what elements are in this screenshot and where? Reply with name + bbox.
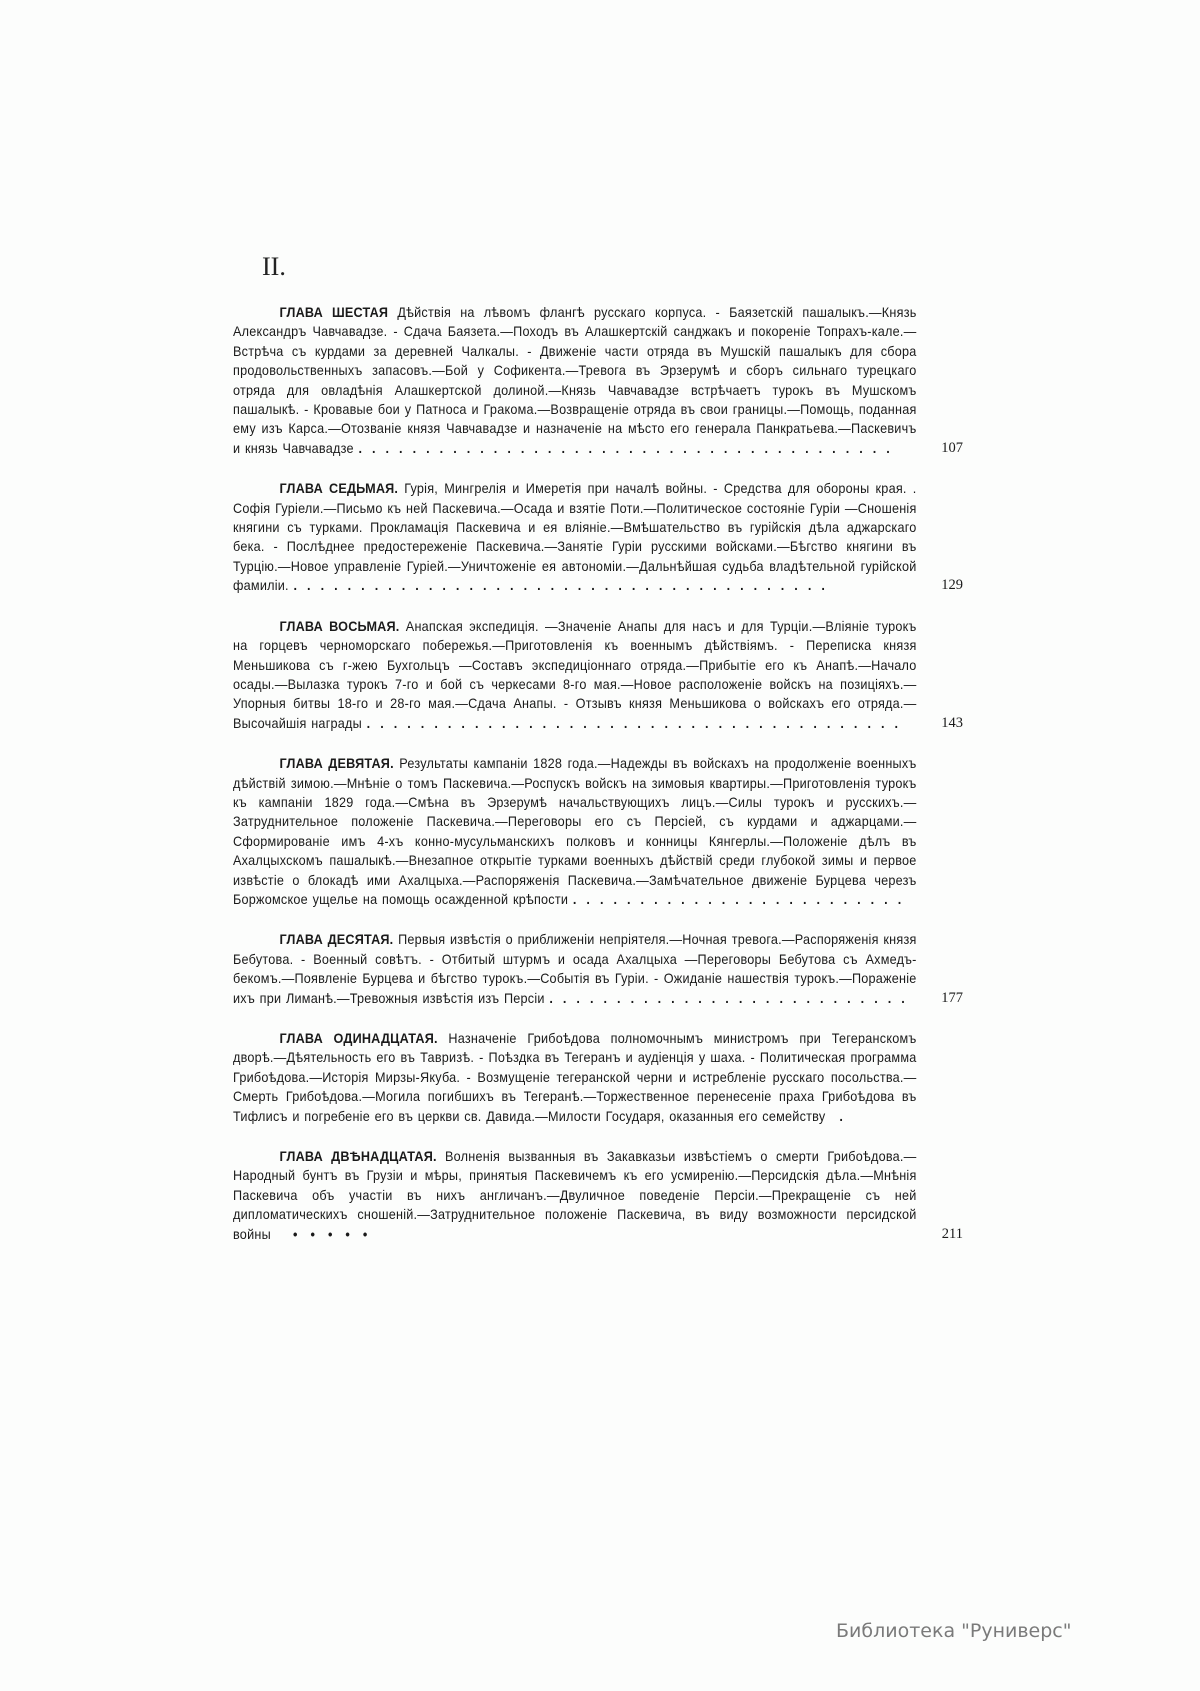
page-number: 177 bbox=[941, 989, 963, 1006]
leader-dots: . . . . . . . . . . . . . . . . . . . . . . . . . . . . . . . . . . . . . . . . bbox=[293, 578, 828, 594]
chapter-heading: ГЛАВА ДВѢНАДЦАТАЯ. bbox=[279, 1149, 437, 1165]
toc-entry bbox=[233, 754, 963, 909]
table-of-contents bbox=[233, 303, 963, 1265]
page-number: 211 bbox=[941, 1225, 963, 1242]
section-numeral: II. bbox=[262, 252, 286, 281]
leader-dots: ••••• bbox=[275, 1226, 381, 1242]
toc-entry bbox=[233, 930, 963, 1008]
leader-dots: . bbox=[830, 1108, 844, 1124]
entry-text bbox=[233, 754, 917, 909]
leader-dots: . . . . . . . . . . . . . . . . . . . . . . . . . bbox=[572, 891, 905, 907]
leader-dots: . . . . . . . . . . . . . . . . . . . . . . . . . . . bbox=[549, 990, 908, 1006]
page-number: 143 bbox=[941, 714, 963, 731]
entry-text bbox=[233, 617, 917, 733]
chapter-summary: Назначеніе Грибоѣдова полномочнымъ министромъ при Тегеранскомъ дворѣ.—Дѣятельность его въ Тавризѣ. - Поѣздка въ Тегеранъ и аудіенція у шаха. - Политическая программа Грибоѣдова.—Исторія Мирзы-Якуба. - Возмущеніе тегеранской черни и истребленіе русскаго посольства.—Смерть Грибоѣдова.—Могила погибшихъ въ Тегеранѣ.—Торжественное перенесеніе праха Грибоѣдова въ Тифлисъ и погребеніе его въ церкви св. Давида.—Милости Государя, оказанныя его семейству bbox=[233, 1031, 917, 1124]
toc-entry bbox=[233, 617, 963, 733]
entry-text bbox=[233, 303, 917, 458]
chapter-heading: ГЛАВА ДЕВЯТАЯ. bbox=[279, 756, 394, 772]
chapter-summary: Результаты кампаніи 1828 года.—Надежды въ войскахъ на продолженіе военныхъ дѣйствій зимою.—Мнѣніе о томъ Паскевича.—Роспускъ войскъ на зимовыя квартиры.—Приготовленія турокъ къ кампаніи 1829 года.—Смѣна въ Эрзерумѣ начальствующихъ лицъ.—Силы турокъ и русскихъ.—Затруднительное положеніе Паскевича.—Переговоры его съ Персіей, съ курдами и аджарцами.—Сформированіе имъ 4-хъ конно-мусульманскихъ полковъ и конницы Кянгерлы.—Положеніе дѣлъ въ Ахалцыхскомъ пашалыкѣ.—Внезапное открытіе турками военныхъ дѣйствій среди глубокой зимы и первое извѣстіе о блокадѣ ими Ахалцыха.—Распоряженія Паскевича.—Замѣчательное движеніе Бурцева черезъ Боржомское ущелье на помощь осажденной крѣпости bbox=[233, 756, 917, 907]
page-number: 129 bbox=[941, 577, 963, 594]
entry-text bbox=[233, 479, 917, 595]
entry-text bbox=[233, 1029, 917, 1126]
leader-dots: . . . . . . . . . . . . . . . . . . . . . . . . . . . . . . . . . . . . . . . . bbox=[358, 440, 893, 456]
page-number: 107 bbox=[941, 439, 963, 456]
chapter-heading: ГЛАВА СЕДЬМАЯ. bbox=[279, 481, 399, 497]
chapter-heading: ГЛАВА ОДИНАДЦАТАЯ. bbox=[279, 1031, 438, 1046]
chapter-summary: Гурія, Мингрелія и Имеретія при началѣ войны. - Средства для обороны края. . Софія Гуріели.—Письмо къ ней Паскевича.—Осада и взятіе Поти.—Политическое состояніе Гуріи —Сношенія княгини съ турками. Прокламація Паскевича и ея вліяніе.—Вмѣшательство въ гурійскія дѣла аджарскаго бека. - Послѣднее предостереженіе Паскевича.—Занятіе Гуріи русскими войсками.—Бѣгство княгини въ Турцію.—Новое управленіе Гуріей.—Уничтоженіе ея автономіи.—Дальнѣйшая судьба владѣтельной гурійской фамиліи. bbox=[233, 481, 917, 594]
chapter-summary: Волненія вызванныя въ Закавказьи извѣстіемъ о смерти Грибоѣдова.—Народный бунтъ въ Грузіи и мѣры, принятыя Паскевичемъ къ его усмиренію.—Персидскія дѣла.—Мнѣнія Паскевича объ участіи въ нихъ англичанъ.—Двуличное поведеніе Персіи.—Прекращеніе съ ней дипломатическихъ сношеній.—Затруднительное положеніе Паскевича, въ виду возможности персидской войны bbox=[233, 1149, 917, 1242]
toc-entry bbox=[233, 303, 963, 458]
chapter-heading: ГЛАВА ДЕСЯТАЯ. bbox=[279, 932, 394, 948]
toc-entry bbox=[233, 479, 963, 595]
chapter-summary: Дѣйствія на лѣвомъ флангѣ русскаго корпуса. - Баязетскій пашалыкъ.—Князь Александръ Чавчавадзе. - Сдача Баязета.—Походъ въ Алашкертскій санджакъ и покореніе Топрахъ-кале.—Встрѣча съ курдами за деревней Чалкалы. - Движеніе части отряда въ Мушскій пашалыкъ для сбора продовольственныхъ запасовъ.—Бой у Софикента.—Тревога въ Эрзерумѣ и сборъ сильнаго турецкаго отряда для овладѣнія Алашкертской долиной.—Князь Чавчавадзе встрѣчаетъ турокъ въ Мушскомъ пашалыкѣ. - Кровавые бои у Патноса и Гракома.—Возвращеніе отряда въ свои границы.—Помощь, поданная ему изъ Карса.—Отозваніе князя Чавчавадзе и назначеніе на мѣсто его генерала Панкратьева.—Паскевичъ и князь Чавчавадзе bbox=[233, 305, 917, 456]
leader-dots: . . . . . . . . . . . . . . . . . . . . . . . . . . . . . . . . . . . . . . . . bbox=[366, 715, 901, 731]
chapter-summary: Первыя извѣстія о приближеніи непріятеля.—Ночная тревога.—Распоряженія князя Бебутова. - Военный совѣтъ. - Отбитый штурмъ и осада Ахалцыха —Переговоры Бебутова съ Ахмедъ-бекомъ.—Появленіе Бурцева и бѣгство турокъ.—Событія въ Гуріи. - Ожиданіе нашествія турокъ.—Пораженіе ихъ при Лиманѣ.—Тревожныя извѣстія изъ Персіи bbox=[233, 932, 917, 1006]
chapter-summary: Анапская экспедиція. —Значеніе Анапы для насъ и для Турціи.—Вліяніе турокъ на горцевъ черноморскаго побережья.—Приготовленія къ военнымъ дѣйствіямъ. - Переписка князя Меньшикова съ г-жею Бухгольцъ —Составъ экспедиціоннаго отряда.—Прибытіе его къ Анапѣ.—Начало осады.—Вылазка турокъ 7-го и бой съ черкесами 8-го мая.—Новое расположеніе войскъ на позиціяхъ.—Упорныя битвы 18-го и 28-го мая.—Сдача Анапы. - Отзывъ князя Меньшикова о войскахъ его отряда.—Высочайшія награды bbox=[233, 618, 917, 731]
chapter-heading: ГЛАВА ШЕСТАЯ bbox=[279, 305, 389, 320]
entry-text bbox=[233, 930, 917, 1008]
library-watermark: Библиотека "Руниверс" bbox=[836, 1620, 1072, 1642]
entry-text bbox=[233, 1147, 917, 1244]
chapter-heading: ГЛАВА ВОСЬМАЯ. bbox=[279, 618, 400, 634]
toc-entry bbox=[233, 1147, 963, 1244]
toc-entry bbox=[233, 1029, 963, 1126]
